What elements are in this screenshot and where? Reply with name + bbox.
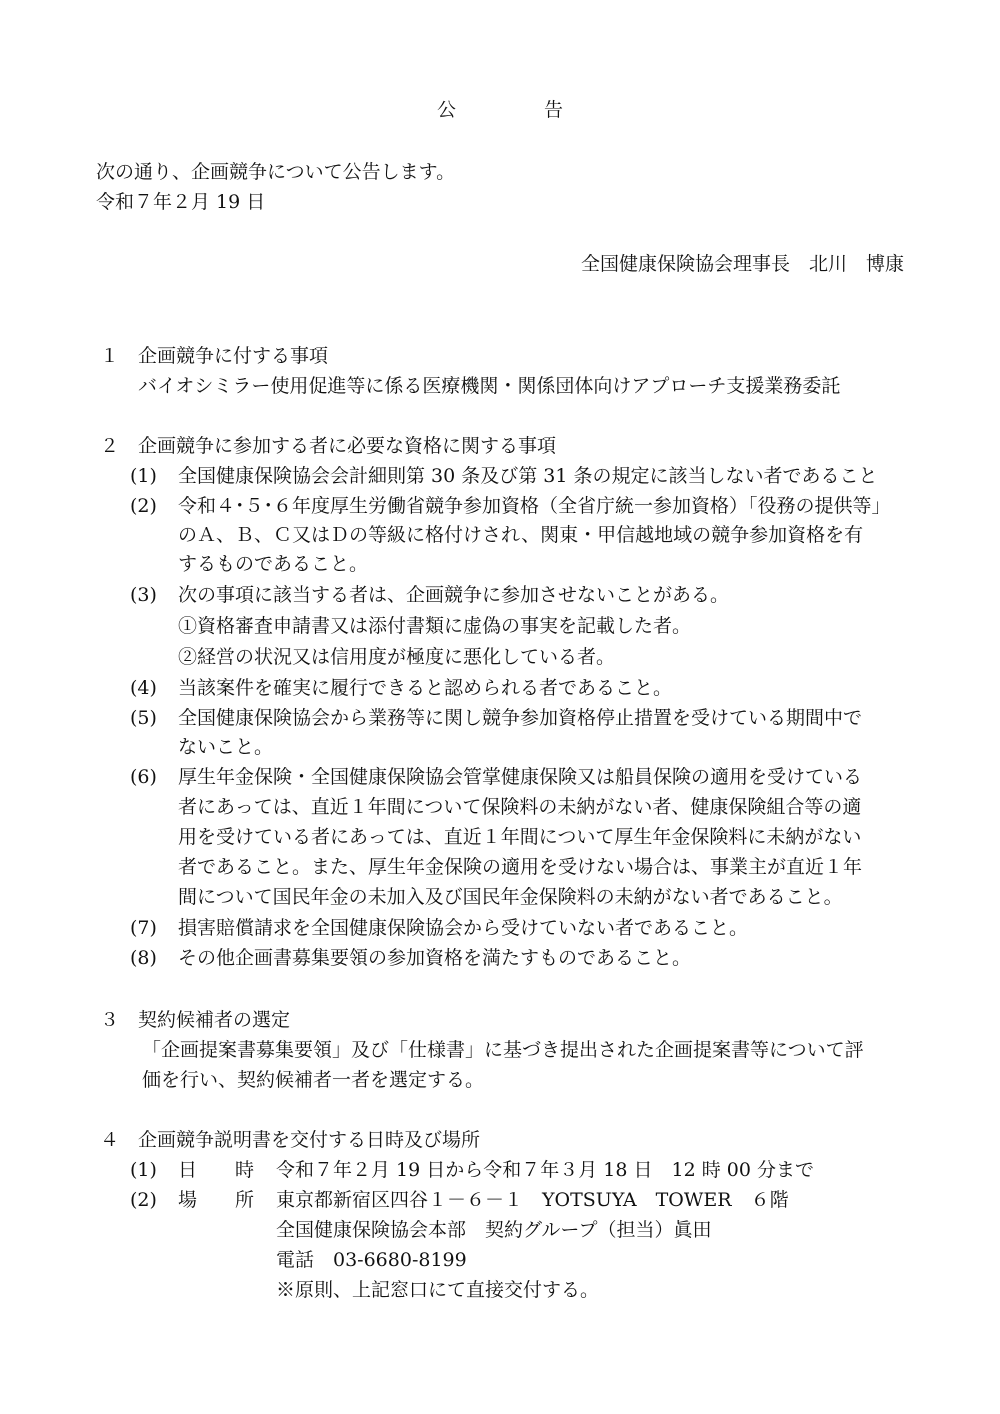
section-number: ２ (100, 435, 120, 457)
item-2-4 (130, 674, 672, 703)
section-number: １ (100, 345, 120, 367)
item-line: 用を受けている者にあっては、直近１年間について厚生年金保険料に未納がない (178, 826, 862, 848)
section-1-body: バイオシミラー使用促進等に係る医療機関・関係団体向けアプローチ支援業務委託 (138, 375, 841, 397)
item-line: ※原則、上記窓口にて直接交付する。 (276, 1279, 600, 1301)
item-line: 厚生年金保険・全国健康保険協会管掌健康保険又は船員保険の適用を受けている (178, 766, 863, 788)
announcement-date: 令和７年２月 19 日 (96, 191, 266, 213)
section-2-heading (100, 432, 556, 461)
item-line: その他企画書募集要領の参加資格を満たすものであること。 (178, 947, 692, 969)
item-number: (4) (130, 677, 157, 699)
section-number: ４ (100, 1129, 120, 1151)
item-2-1 (130, 462, 878, 491)
item-number: (5) (130, 707, 157, 729)
section-4-heading (100, 1126, 480, 1155)
item-number: (3) (130, 584, 157, 606)
section-3-body-line: 「企画提案書募集要領」及び「仕様書」に基づき提出された企画提案書等について評 (142, 1039, 864, 1061)
item-line: ②経営の状況又は信用度が極度に悪化している者。 (178, 646, 616, 668)
item-line: 次の事項に該当する者は、企画競争に参加させないことがある。 (178, 584, 730, 606)
item-2-5 (130, 704, 862, 733)
item-number: (7) (130, 917, 157, 939)
section-title: 契約候補者の選定 (138, 1009, 291, 1031)
item-2-6 (130, 763, 862, 792)
item-4-2 (130, 1186, 789, 1215)
item-2-8 (130, 944, 691, 973)
item-line: 令和７年２月 19 日から令和７年３月 18 日 12 時 00 分まで (276, 1159, 814, 1181)
item-line: 全国健康保険協会会計細則第 30 条及び第 31 条の規定に該当しない者であること (178, 465, 878, 487)
item-number: (2) (130, 1189, 157, 1211)
section-title: 企画競争に付する事項 (138, 345, 329, 367)
intro-text: 次の通り、企画競争について公告します。 (96, 161, 456, 183)
item-line: ないこと。 (178, 736, 274, 758)
document-title (0, 96, 1000, 125)
item-label: 日 時 (178, 1159, 255, 1181)
item-number: (2) (130, 495, 157, 517)
item-number: (8) (130, 947, 157, 969)
section-3-body-line: 価を行い、契約候補者一者を選定する。 (142, 1069, 485, 1091)
item-2-7 (130, 914, 748, 943)
issuer-name: 全国健康保険協会理事長 北川 博康 (580, 253, 904, 275)
item-line: のＡ、Ｂ、Ｃ又はＤの等級に格付けされ、関東・甲信越地域の競争参加資格を有 (178, 524, 864, 546)
item-line: 全国健康保険協会から業務等に関し競争参加資格停止措置を受けている期間中で (178, 707, 863, 729)
title-char-right: 告 (544, 99, 564, 121)
item-line: 東京都新宿区四谷１－６－１ YOTSUYA TOWER ６階 (276, 1189, 789, 1211)
item-4-1 (130, 1156, 814, 1185)
section-1-heading (100, 342, 328, 371)
item-number: (6) (130, 766, 157, 788)
section-title: 企画競争に参加する者に必要な資格に関する事項 (138, 435, 557, 457)
section-3-heading (100, 1006, 290, 1035)
item-label: 場 所 (178, 1189, 255, 1211)
item-line: 者にあっては、直近１年間について保険料の未納がない者、健康保険組合等の適 (178, 796, 862, 818)
title-char-left: 公 (436, 99, 456, 121)
item-line: ①資格審査申請書又は添付書類に虚偽の事実を記載した者。 (178, 615, 692, 637)
item-line: 損害賠償請求を全国健康保険協会から受けていない者であること。 (178, 917, 749, 939)
item-2-2 (130, 492, 891, 521)
item-line: するものであること。 (178, 553, 369, 575)
item-line: 当該案件を確実に履行できると認められる者であること。 (178, 677, 673, 699)
section-number: ３ (100, 1009, 120, 1031)
section-title: 企画競争説明書を交付する日時及び場所 (138, 1129, 481, 1151)
item-line: 者であること。また、厚生年金保険の適用を受けない場合は、事業主が直近１年 (178, 856, 863, 878)
item-line: 間について国民年金の未加入及び国民年金保険料の未納がない者であること。 (178, 886, 843, 908)
item-line: 電話 03-6680-8199 (276, 1249, 467, 1271)
item-line: 全国健康保険協会本部 契約グループ（担当）眞田 (276, 1219, 712, 1241)
item-2-3 (130, 581, 729, 610)
item-line: 令和４･５･６年度厚生労働省競争参加資格（全省庁統一参加資格）「役務の提供等」 (178, 495, 891, 517)
item-number: (1) (130, 1159, 157, 1181)
item-number: (1) (130, 465, 157, 487)
